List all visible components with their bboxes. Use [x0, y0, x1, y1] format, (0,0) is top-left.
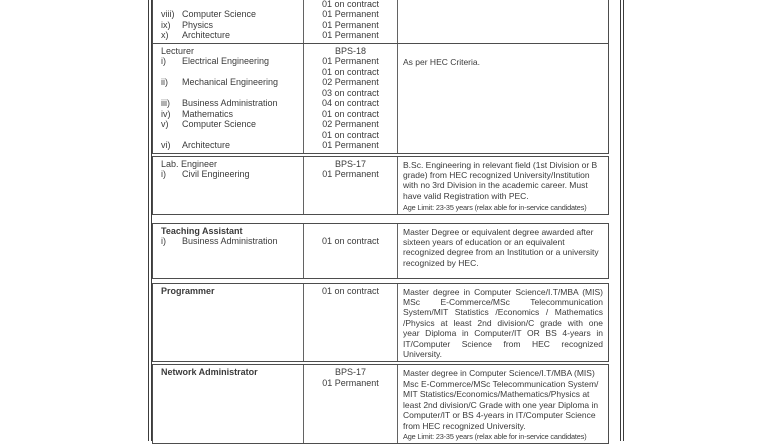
section-title: Lab. Engineer: [161, 158, 218, 169]
position-item: [161, 98, 301, 109]
vacancy-count: 01 Permanent: [322, 30, 379, 40]
vacancies-column: [304, 0, 398, 43]
blank-line: [304, 226, 397, 237]
grade-label: BPS-18: [334, 45, 367, 56]
item-numeral: x): [161, 30, 169, 40]
job-table: [152, 0, 609, 444]
position-item: [161, 56, 301, 67]
qualification-column: [398, 44, 608, 153]
vacancy-count: 01 on contract: [321, 108, 380, 119]
position-item: [161, 169, 301, 180]
item-numeral: i): [161, 169, 166, 179]
vacancies-column: [304, 284, 398, 362]
item-label: Architecture: [182, 140, 231, 150]
item-label: Mathematics: [182, 108, 234, 119]
job-section-lab-engineer: [152, 156, 609, 215]
job-section-teaching-assistant: [152, 223, 609, 279]
qualification-text: Master degree in Computer Science/I.T/MBA (MIS) MSc E-Commerce/MSc Telecommunication System/MIT Statistics /Economics / Mathematics /Physics at least 2nd division/C grade with one year Diploma in Computer/IT OR BS 4-years in IT/Computer Science from HEC recognized University.: [403, 286, 603, 360]
blank-line: [161, 0, 301, 9]
age-limit-note: Age Limit: 23-35 years (relax able for in-service candidates): [403, 432, 587, 442]
position-item: [161, 77, 301, 88]
positions-column: [153, 365, 304, 443]
position-item: [161, 20, 301, 31]
grade-label: BPS-17: [334, 158, 367, 169]
qualification-column: [398, 284, 608, 362]
qualification-column: [398, 157, 608, 214]
vacancy-count: 03 on contract: [321, 87, 380, 98]
grade-label: BPS-17: [334, 367, 367, 378]
job-section-lecturer: [152, 43, 609, 154]
vacancies-column: [304, 365, 398, 443]
vacancy-count: 01 on contract: [321, 0, 380, 9]
position-item: [161, 140, 301, 151]
blank-line: [161, 67, 301, 78]
section-title: Teaching Assistant: [161, 225, 243, 236]
positions-column: [153, 44, 304, 153]
item-label: Architecture: [182, 30, 231, 40]
qualification-column: [398, 0, 608, 43]
vacancies-column: [304, 157, 398, 214]
positions-column: [153, 157, 304, 214]
vacancy-count: 01 Permanent: [322, 140, 379, 150]
vacancy-count: 04 on contract: [321, 98, 380, 108]
qualification-text: B.Sc. Engineering in relevant field (1st Division or B grade) from HEC recognized University/Institution with no 3rd Division in the academic career. Must have valid Registration with PEC.: [403, 159, 598, 201]
item-label: Computer Science: [182, 9, 257, 19]
item-numeral: viii): [161, 9, 175, 19]
item-label: Physics: [182, 19, 214, 30]
item-label: Business Administration: [182, 98, 278, 108]
vacancy-count: 01 Permanent: [322, 19, 379, 30]
vacancy-count: 02 Permanent: [322, 77, 379, 87]
item-numeral: ii): [161, 77, 168, 87]
vacancy-count: 01 Permanent: [322, 377, 379, 388]
item-numeral: i): [161, 56, 166, 66]
item-label: Business Administration: [182, 236, 278, 247]
section-title: Lecturer: [161, 45, 195, 56]
item-label: Mechanical Engineering: [182, 77, 279, 87]
vacancy-count: 01 on contract: [321, 129, 380, 140]
item-numeral: iii): [161, 98, 170, 108]
item-label: Electrical Engineering: [182, 56, 270, 66]
job-section-positions-continued: [152, 0, 609, 44]
item-numeral: ix): [161, 19, 171, 30]
qualification-text: Master Degree or equivalent degree awarded after sixteen years of education or an equivalent recognized degree from an Institution or a university recognized by HEC.: [403, 226, 599, 268]
item-numeral: iv): [161, 108, 171, 119]
vacancies-column: [304, 224, 398, 278]
section-title: Network Administrator: [161, 367, 258, 378]
item-label: Civil Engineering: [182, 169, 250, 179]
item-label: Computer Science: [182, 119, 257, 129]
ad-outer-frame: [148, 0, 624, 441]
vacancy-count: 01 Permanent: [322, 56, 379, 66]
vacancies-column: [304, 44, 398, 153]
position-item: [161, 119, 301, 130]
blank-line: [161, 130, 301, 141]
positions-column: [153, 224, 304, 278]
blank-line: [161, 378, 301, 389]
vacancy-count: 01 on contract: [321, 66, 380, 77]
vacancy-count: 01 Permanent: [322, 169, 379, 179]
section-title: Programmer: [161, 285, 215, 296]
positions-column: [153, 0, 304, 43]
qualification-column: [398, 365, 608, 443]
job-section-network-administrator: [152, 364, 609, 444]
position-item: [161, 236, 301, 247]
position-item: [161, 109, 301, 120]
positions-column: [153, 284, 304, 362]
qualification-column: [398, 224, 608, 278]
position-item: [161, 30, 301, 41]
qualification-text: As per HEC Criteria.: [403, 57, 480, 67]
item-numeral: vi): [161, 140, 171, 150]
age-limit-note: Age Limit: 23-35 years (relax able for in-service candidates): [403, 202, 587, 212]
vacancy-count: 01 on contract: [321, 236, 380, 247]
item-numeral: i): [161, 236, 166, 247]
blank-line: [161, 88, 301, 99]
job-section-programmer: [152, 283, 609, 363]
qualification-text: Master degree in Computer Science/I.T/MBA (MIS) Msc E-Commerce/MSc Telecommunication System/ MIT Statistics/Economics/Mathematics/Physics at least 2nd division/C Grade with one year Diploma in Computer/IT or BS 4-years in IT/Computer Science from HEC recognized University.: [403, 368, 599, 431]
vacancy-count: 01 Permanent: [322, 9, 379, 19]
position-item: [161, 9, 301, 20]
vacancy-count: 01 on contract: [321, 285, 380, 296]
item-numeral: v): [161, 119, 169, 129]
vacancy-count: 02 Permanent: [322, 119, 379, 129]
